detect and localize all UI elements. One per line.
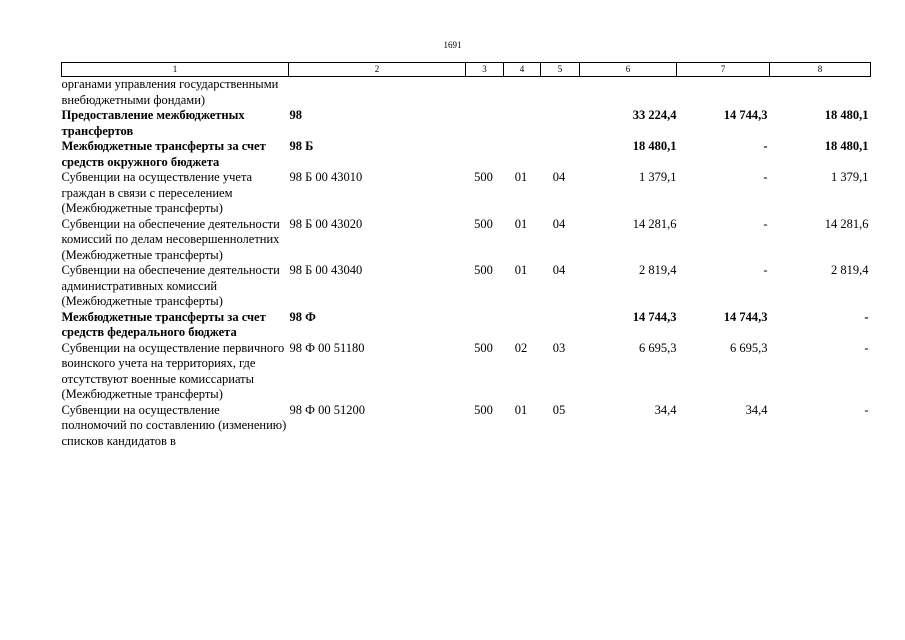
page-number: 1691: [443, 40, 462, 50]
row-name-cell: Субвенции на осуществление учета граждан в связи с переселением (Межбюджетные трансферты): [61, 170, 253, 215]
row-name-cell: Межбюджетные трансферты за счет средств окружного бюджета: [61, 139, 266, 169]
row-section-cell: 01: [514, 216, 528, 231]
row-total-amount-cell: 14 744,3: [632, 309, 677, 324]
column-header-4: 4: [504, 63, 541, 77]
table-row: [62, 139, 871, 170]
row-name-cell: Субвенции на осуществление первичного воинского учета на территориях, где отсутствуют военные комиссариаты (Межбюджетные трансферты): [61, 340, 285, 401]
row-code-cell: 98 Ф 00 51200: [289, 402, 366, 417]
row-section-cell: 02: [514, 340, 528, 355]
row-district-amount-cell: 18 480,1: [824, 139, 869, 153]
row-subsection-cell: [541, 108, 580, 139]
row-subsection-cell: 04: [552, 216, 566, 231]
row-code-cell: 98 Б: [289, 139, 314, 153]
row-expense-type-cell: [466, 108, 504, 139]
column-header-7: 7: [677, 63, 770, 77]
row-total-amount-cell: 2 819,4: [639, 263, 677, 277]
table-row: [62, 108, 871, 139]
row-subsection-cell: [541, 139, 580, 170]
row-expense-type-cell: [466, 139, 504, 170]
row-federal-amount-cell: -: [763, 139, 768, 153]
row-section-cell: [504, 310, 541, 341]
row-section-cell: 01: [514, 170, 528, 184]
budget-table: [61, 62, 871, 449]
row-name-cell: органами управления государственными внебюджетными фондами): [61, 77, 279, 107]
table-row: [62, 170, 871, 217]
row-expense-type-cell: 500: [474, 170, 493, 184]
row-section-cell: 01: [514, 263, 528, 277]
row-district-amount-cell: -: [864, 402, 869, 417]
row-federal-amount-cell: [677, 77, 770, 109]
column-header-5: 5: [541, 63, 580, 77]
row-code-cell: 98 Б 00 43020: [289, 216, 363, 231]
row-total-amount-cell: 34,4: [654, 402, 677, 417]
column-header-8: 8: [770, 63, 871, 77]
row-name-cell: Межбюджетные трансферты за счет средств федерального бюджета: [61, 309, 266, 339]
row-subsection-cell: 05: [552, 402, 566, 417]
column-header-1: 1: [62, 63, 289, 77]
row-subsection-cell: [541, 310, 580, 341]
row-section-cell: [504, 77, 541, 109]
column-header-2: 2: [289, 63, 466, 77]
table-body: [62, 77, 871, 450]
row-federal-amount-cell: -: [763, 263, 768, 277]
row-district-amount-cell: 1 379,1: [831, 170, 869, 184]
row-subsection-cell: 04: [552, 170, 566, 184]
row-code-cell: 98 Б 00 43010: [289, 170, 363, 184]
row-federal-amount-cell: -: [763, 216, 768, 231]
row-total-amount-cell: 18 480,1: [632, 139, 677, 153]
row-district-amount-cell: -: [864, 309, 869, 324]
row-subsection-cell: 04: [552, 263, 566, 277]
column-number-header: [62, 63, 871, 77]
row-total-amount-cell: 1 379,1: [639, 170, 677, 184]
table-row: [62, 77, 871, 109]
row-expense-type-cell: 500: [474, 216, 493, 231]
row-district-amount-cell: 2 819,4: [831, 263, 869, 277]
row-district-amount-cell: 14 281,6: [824, 216, 869, 231]
table-row: [62, 217, 871, 264]
row-code-cell: 98: [289, 108, 302, 122]
row-name-cell: Субвенции на обеспечение деятельности административных комиссий (Межбюджетные трансферты): [61, 263, 280, 308]
row-code-cell: 98 Ф: [289, 309, 316, 324]
row-district-amount-cell: -: [864, 340, 869, 355]
row-section-cell: [504, 108, 541, 139]
row-district-amount-cell: 18 480,1: [824, 108, 869, 122]
column-header-6: 6: [580, 63, 677, 77]
row-federal-amount-cell: 34,4: [745, 402, 768, 417]
row-section-cell: [504, 139, 541, 170]
row-federal-amount-cell: 14 744,3: [723, 108, 768, 122]
row-name-cell: Субвенции на обеспечение деятельности комиссий по делам несовершеннолетних (Межбюджетные трансферты): [61, 216, 280, 262]
row-expense-type-cell: [466, 77, 504, 109]
row-subsection-cell: 03: [552, 340, 566, 355]
row-federal-amount-cell: -: [763, 170, 768, 184]
row-expense-type-cell: [466, 310, 504, 341]
table-row: [62, 263, 871, 310]
table-row: [62, 310, 871, 341]
row-total-amount-cell: [580, 77, 677, 109]
row-district-amount-cell: [770, 77, 871, 109]
row-total-amount-cell: 33 224,4: [632, 108, 677, 122]
row-section-cell: 01: [514, 402, 528, 417]
row-federal-amount-cell: 6 695,3: [730, 340, 768, 355]
row-total-amount-cell: 14 281,6: [632, 216, 677, 231]
row-federal-amount-cell: 14 744,3: [723, 309, 768, 324]
row-code-cell: [289, 77, 466, 109]
row-name-cell: Предоставление межбюджетных трансфертов: [61, 108, 245, 138]
row-expense-type-cell: 500: [474, 340, 493, 355]
table-row: [62, 403, 871, 450]
row-expense-type-cell: 500: [474, 263, 493, 277]
column-header-3: 3: [466, 63, 504, 77]
row-name-cell: Субвенции на осуществление полномочий по составлению (изменению) списков кандидатов в: [61, 402, 287, 448]
row-subsection-cell: [541, 77, 580, 109]
row-code-cell: 98 Ф 00 51180: [289, 340, 365, 355]
table-row: [62, 341, 871, 403]
row-expense-type-cell: 500: [474, 402, 493, 417]
row-code-cell: 98 Б 00 43040: [289, 263, 363, 277]
row-total-amount-cell: 6 695,3: [639, 340, 677, 355]
